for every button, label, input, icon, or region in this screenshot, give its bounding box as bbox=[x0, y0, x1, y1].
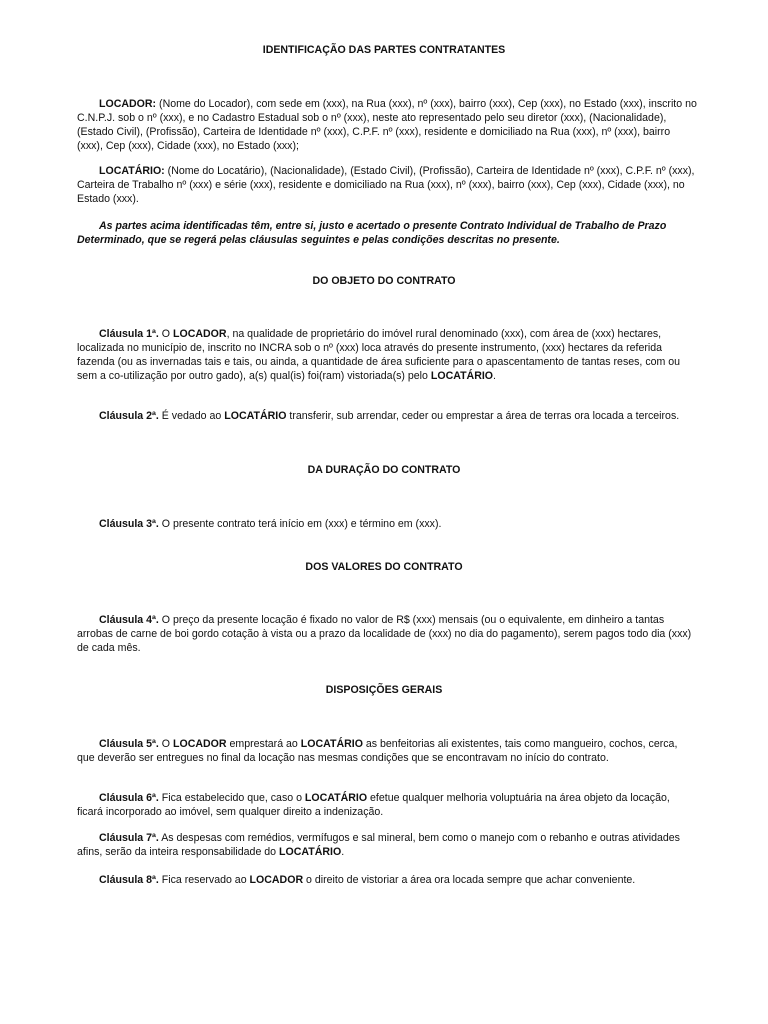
clausula-1 bbox=[77, 327, 697, 383]
term-locador: LOCADOR bbox=[249, 874, 304, 886]
paragraph-locador bbox=[77, 97, 697, 153]
clausula-8-text: o direito de vistoriar a área ora locada sempre que achar conveniente. bbox=[303, 874, 636, 886]
clausula-2-text: transferir, sub arrendar, ceder ou emprestar a área de terras ora locada a terceiros. bbox=[286, 410, 680, 422]
clausula-7-text: . bbox=[341, 846, 345, 858]
locatario-text: (Nome do Locatário), (Nacionalidade), (Estado Civil), (Profissão), Carteira de Identidade nº (xxx), C.P.F. nº (xxx), Carteira de Trabalho nº (xxx) e série (xxx), residente e domiciliado na Rua (xxx), nº (xxx), bairro (xxx), Cep (xxx), Cidade (xxx), no Estado (xxx). bbox=[77, 165, 695, 205]
term-locatario: LOCATÁRIO bbox=[279, 846, 342, 858]
heading-valores: DOS VALORES DO CONTRATO bbox=[305, 561, 463, 573]
heading-disposicoes: DISPOSIÇÕES GERAIS bbox=[325, 684, 443, 696]
intro-text: As partes acima identificadas têm, entre si, justo e acertado o presente Contrato Individual de Trabalho de Prazo Determinado, que se regerá pelas cláusulas seguintes e pelas condições descritas no presente. bbox=[77, 220, 667, 246]
locador-label: LOCADOR: bbox=[99, 98, 157, 110]
clausula-7 bbox=[77, 831, 697, 859]
term-locatario: LOCATÁRIO bbox=[304, 792, 368, 804]
locatario-label: LOCATÁRIO: bbox=[99, 165, 165, 177]
term-locador: LOCADOR bbox=[173, 328, 227, 340]
clausula-6-text: efetue qualquer melhoria voluptuária na área objeto da locação, ficará incorporado ao imóvel, sem qualquer direito a indenização. bbox=[77, 792, 670, 818]
clausula-6-label: Cláusula 6ª. bbox=[99, 792, 159, 804]
clausula-3-label: Cláusula 3ª. bbox=[99, 518, 159, 530]
paragraph-intro bbox=[77, 219, 697, 247]
clausula-7-text: As despesas com remédios, vermífugos e sal mineral, bem como o manejo com o rebanho e outras atividades afins, serão da inteira responsabilidade do bbox=[77, 832, 680, 858]
heading-identificacao: IDENTIFICAÇÃO DAS PARTES CONTRATANTES bbox=[262, 44, 506, 56]
clausula-5-text: O bbox=[158, 738, 173, 750]
clausula-5-label: Cláusula 5ª. bbox=[99, 738, 159, 750]
heading-objeto: DO OBJETO DO CONTRATO bbox=[312, 275, 456, 287]
clausula-8-label: Cláusula 8ª. bbox=[99, 874, 159, 886]
locador-text: (Nome do Locador), com sede em (xxx), na Rua (xxx), nº (xxx), bairro (xxx), Cep (xxx), no Estado (xxx), inscrito no C.N.P.J. sob o nº (xxx), e no Cadastro Estadual sob o nº (xxx), neste ato representado pelo seu diretor (xxx), (Nacionalidade), (Estado Civil), (Profissão), Carteira de Identidade nº (xxx), C.P.F. nº (xxx), residente e domiciliado na Rua (xxx), nº (xxx), bairro (xxx), Cep (xxx), Cidade (xxx), no Estado (xxx); bbox=[77, 98, 697, 152]
clausula-2-label: Cláusula 2ª. bbox=[99, 410, 159, 422]
clausula-5-text: as benfeitorias ali existentes, tais como mangueiro, cochos, cerca, que deverão ser entregues no final da locação nas mesmas condições que se encontravam no início do contrato. bbox=[77, 738, 678, 764]
clausula-6 bbox=[77, 791, 697, 819]
clausula-5 bbox=[77, 737, 697, 765]
clausula-4 bbox=[77, 613, 697, 655]
clausula-3-text: O presente contrato terá início em (xxx) e término em (xxx). bbox=[158, 518, 442, 530]
paragraph-locatario bbox=[77, 164, 697, 206]
term-locatario: LOCATÁRIO bbox=[430, 370, 494, 382]
clausula-8 bbox=[77, 873, 697, 887]
term-locatario: LOCATÁRIO bbox=[300, 738, 363, 750]
clausula-1-text: , na qualidade de proprietário do imóvel rural denominado (xxx), com área de (xxx) hectares, localizada no município de, inscrito no INCRA sob o nº (xxx) loca através do presente instrumento, (xxx) hectares da referida fazenda (ou as invernadas tais e tais, ou ainda, a quantidade de área suficiente para o apascentamento de tantas reses, com ou sem a co-utilização por outro gado), a(s) qual(is) foi(ram) vistoriada(s) pelo bbox=[77, 328, 681, 382]
clausula-6-text: Fica estabelecido que, caso o bbox=[158, 792, 305, 804]
term-locatario: LOCATÁRIO bbox=[224, 410, 287, 422]
clausula-8-text: Fica reservado ao bbox=[158, 874, 250, 886]
heading-duracao: DA DURAÇÃO DO CONTRATO bbox=[307, 464, 461, 476]
clausula-5-text: emprestará ao bbox=[226, 738, 301, 750]
clausula-4-text: O preço da presente locação é fixado no valor de R$ (xxx) mensais (ou o equivalente, em dinheiro a tantas arrobas de carne de boi gordo cotação à vista ou a prazo da localidade de (xxx) no dia do pagamento), serem pagos todo dia (xxx) de cada mês. bbox=[77, 614, 692, 654]
clausula-1-text: . bbox=[493, 370, 496, 382]
clausula-4-label: Cláusula 4ª. bbox=[99, 614, 159, 626]
clausula-3 bbox=[77, 517, 697, 531]
clausula-2 bbox=[77, 409, 697, 423]
clausula-2-text: É vedado ao bbox=[158, 410, 225, 422]
clausula-1-text: O bbox=[158, 328, 173, 340]
clausula-7-label: Cláusula 7ª. bbox=[99, 832, 159, 844]
term-locador: LOCADOR bbox=[173, 738, 227, 750]
clausula-1-label: Cláusula 1ª. bbox=[99, 328, 159, 340]
